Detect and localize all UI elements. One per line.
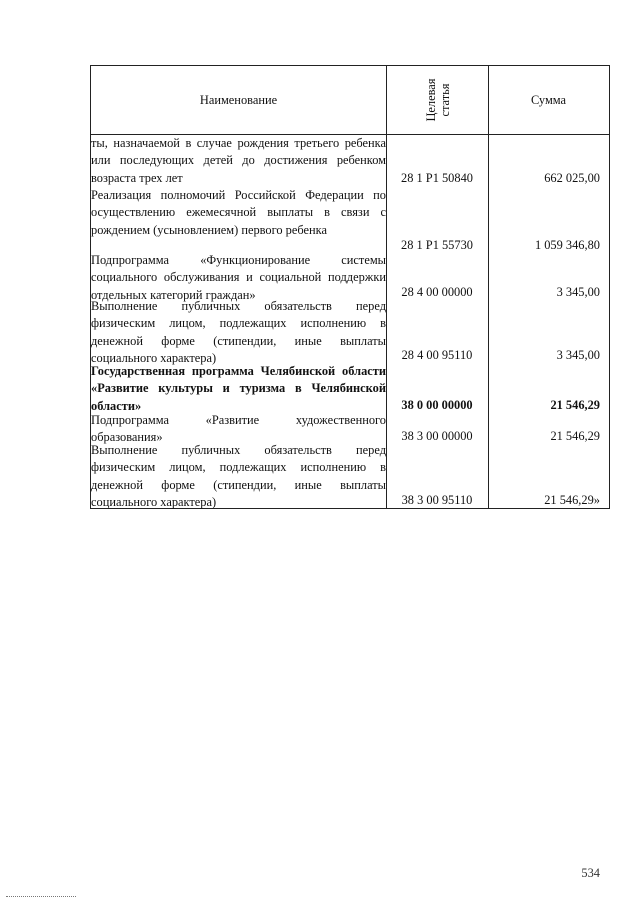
row-2-code: 28 1 Р1 55730 — [401, 238, 473, 252]
row-3-amount: 3 345,00 — [556, 285, 600, 299]
row-1-code: 28 1 Р1 50840 — [401, 171, 473, 185]
header-name: Наименование — [199, 93, 278, 107]
footer-rule — [6, 896, 76, 898]
row-2-amount: 1 059 346,80 — [534, 238, 600, 252]
row-4-amount: 3 345,00 — [556, 348, 600, 362]
row-3-code: 28 4 00 00000 — [401, 285, 473, 299]
row-1-text: ты, назначаемой в случае рождения третьего ребенка или последующих детей до достижения ребенком возраста трех лет — [91, 136, 386, 185]
row-2-text: Реализация полномочий Российской Федерации по осуществлению ежемесячной выплаты в связи с рождением (усыновлением) первого ребенка — [91, 188, 386, 237]
row-6-code: 38 3 00 00000 — [401, 429, 473, 443]
header-target-line1: Целевая — [424, 78, 438, 122]
row-6-amount: 21 546,29 — [550, 429, 600, 443]
row-7-amount: 21 546,29» — [544, 493, 600, 507]
page-number: 534 — [581, 866, 600, 880]
row-6-text: Подпрограмма «Развитие художественного образования» — [91, 413, 386, 445]
row-1-amount: 662 025,00 — [544, 171, 600, 185]
header-target-line2: статья — [438, 83, 452, 117]
row-4-code: 28 4 00 95110 — [401, 348, 473, 362]
header-sum: Сумма — [530, 93, 567, 107]
header-target-article — [424, 72, 452, 128]
row-5-text: Государственная программа Челябинской области «Развитие культуры и туризма в Челябинской области» — [91, 364, 386, 413]
row-5-code: 38 0 00 00000 — [401, 398, 473, 412]
table-top-border — [90, 65, 610, 66]
row-7-code: 38 3 00 95110 — [401, 493, 473, 507]
table-right-border — [609, 65, 610, 509]
row-7-text: Выполнение публичных обязательств перед физическим лицом, подлежащих исполнению в денежной форме (стипендии, иные выплаты социального характера) — [91, 443, 386, 510]
row-3-text: Подпрограмма «Функционирование системы социального обслуживания и социальной поддержки отдельных категорий граждан» — [91, 253, 386, 302]
row-4-text: Выполнение публичных обязательств перед физическим лицом, подлежащих исполнению в денежной форме (стипендии, иные выплаты социального характера) — [91, 299, 386, 366]
row-5-amount: 21 546,29 — [550, 398, 600, 412]
